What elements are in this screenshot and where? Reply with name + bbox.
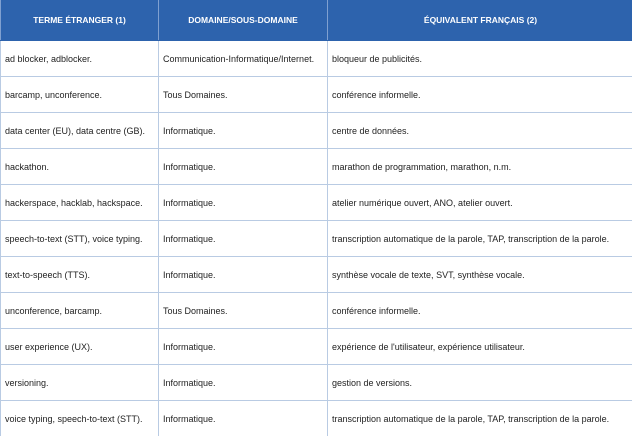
cell-foreign-term: versioning. bbox=[1, 365, 159, 401]
header-row bbox=[1, 0, 632, 41]
cell-french-equivalent: gestion de versions. bbox=[328, 365, 632, 401]
table-row bbox=[1, 113, 632, 149]
cell-foreign-term: unconference, barcamp. bbox=[1, 293, 159, 329]
cell-french-equivalent: atelier numérique ouvert, ANO, atelier ouvert. bbox=[328, 185, 632, 221]
table-row bbox=[1, 185, 632, 221]
header-domain: DOMAINE/SOUS-DOMAINE bbox=[159, 0, 328, 41]
table-row bbox=[1, 77, 632, 113]
cell-french-equivalent: transcription automatique de la parole, TAP, transcription de la parole. bbox=[328, 221, 632, 257]
cell-domain: Tous Domaines. bbox=[159, 293, 328, 329]
table-row bbox=[1, 41, 632, 77]
cell-french-equivalent: conférence informelle. bbox=[328, 293, 632, 329]
cell-domain: Informatique. bbox=[159, 329, 328, 365]
cell-domain: Tous Domaines. bbox=[159, 77, 328, 113]
table-row bbox=[1, 149, 632, 185]
cell-foreign-term: hackathon. bbox=[1, 149, 159, 185]
cell-french-equivalent: centre de données. bbox=[328, 113, 632, 149]
cell-domain: Communication-Informatique/Internet. bbox=[159, 41, 328, 77]
cell-french-equivalent: synthèse vocale de texte, SVT, synthèse vocale. bbox=[328, 257, 632, 293]
cell-foreign-term: text-to-speech (TTS). bbox=[1, 257, 159, 293]
cell-french-equivalent: transcription automatique de la parole, TAP, transcription de la parole. bbox=[328, 401, 632, 436]
cell-domain: Informatique. bbox=[159, 365, 328, 401]
cell-foreign-term: ad blocker, adblocker. bbox=[1, 41, 159, 77]
cell-foreign-term: barcamp, unconference. bbox=[1, 77, 159, 113]
cell-domain: Informatique. bbox=[159, 401, 328, 436]
cell-french-equivalent: marathon de programmation, marathon, n.m. bbox=[328, 149, 632, 185]
table-body bbox=[1, 41, 632, 436]
cell-french-equivalent: conférence informelle. bbox=[328, 77, 632, 113]
table-row bbox=[1, 329, 632, 365]
cell-foreign-term: data center (EU), data centre (GB). bbox=[1, 113, 159, 149]
table-row bbox=[1, 401, 632, 436]
cell-domain: Informatique. bbox=[159, 113, 328, 149]
cell-domain: Informatique. bbox=[159, 221, 328, 257]
cell-domain: Informatique. bbox=[159, 257, 328, 293]
table-header bbox=[1, 0, 632, 41]
cell-foreign-term: user experience (UX). bbox=[1, 329, 159, 365]
table-row bbox=[1, 221, 632, 257]
cell-foreign-term: hackerspace, hacklab, hackspace. bbox=[1, 185, 159, 221]
cell-domain: Informatique. bbox=[159, 185, 328, 221]
cell-foreign-term: voice typing, speech-to-text (STT). bbox=[1, 401, 159, 436]
cell-french-equivalent: expérience de l'utilisateur, expérience utilisateur. bbox=[328, 329, 632, 365]
table-row bbox=[1, 257, 632, 293]
cell-domain: Informatique. bbox=[159, 149, 328, 185]
cell-foreign-term: speech-to-text (STT), voice typing. bbox=[1, 221, 159, 257]
header-foreign-term: TERME ÉTRANGER (1) bbox=[1, 0, 159, 41]
table-row bbox=[1, 293, 632, 329]
cell-french-equivalent: bloqueur de publicités. bbox=[328, 41, 632, 77]
table-row bbox=[1, 365, 632, 401]
header-french-equivalent: ÉQUIVALENT FRANÇAIS (2) bbox=[328, 0, 632, 41]
